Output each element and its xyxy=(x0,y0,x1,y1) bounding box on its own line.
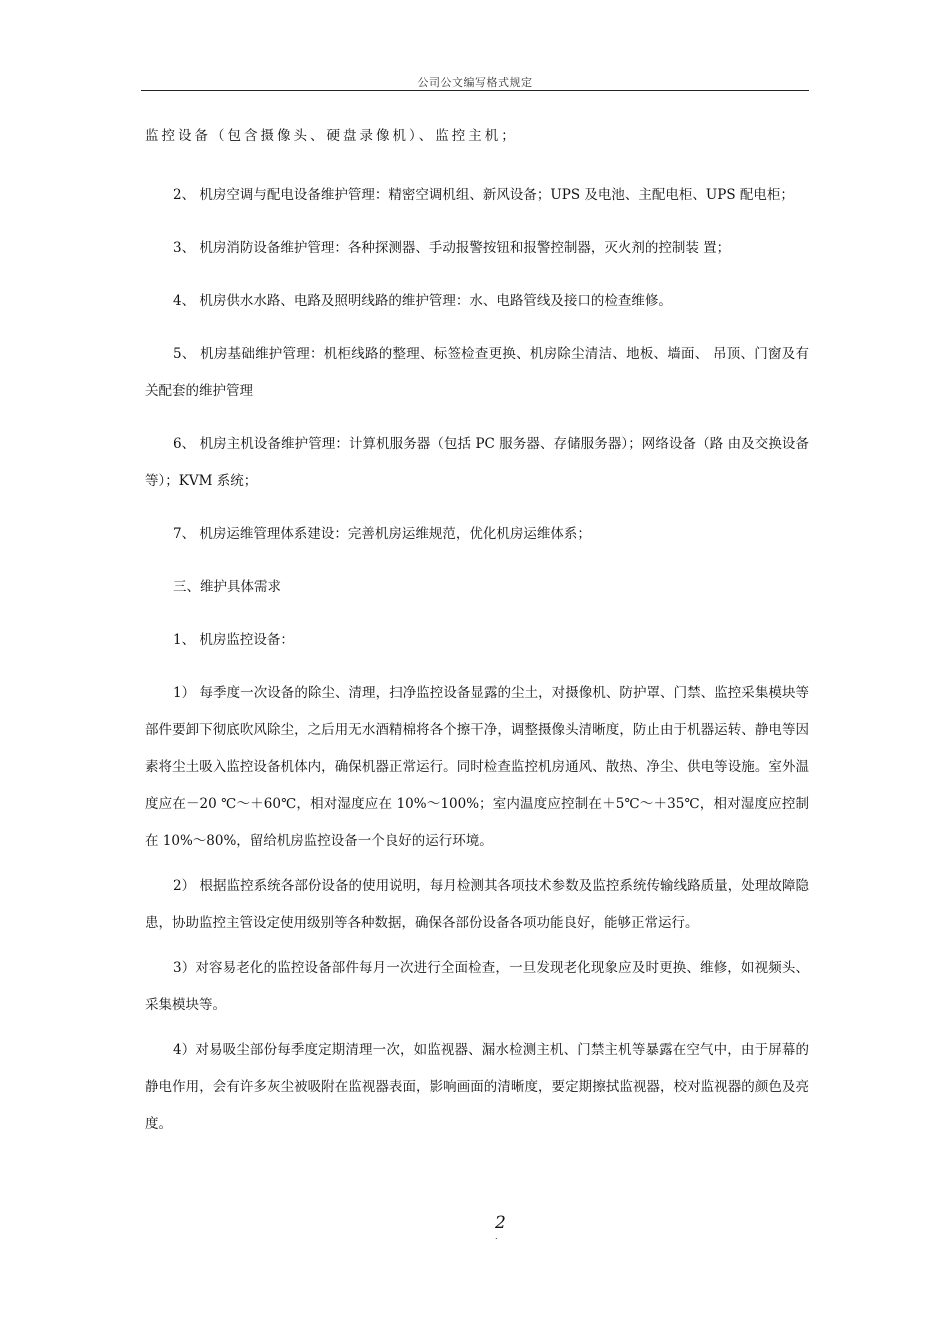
paragraph-item-5: 5、 机房基础维护管理：机柜线路的整理、标签检查更换、机房除尘清洁、地板、墙面、 吊顶、门窗及有关配套的维护管理 xyxy=(145,346,809,399)
paragraph-sub-3: 3）对容易老化的监控设备部件每月一次进行全面检查，一旦发现老化现象应及时更换、维修，如视频头、采集模块等。 xyxy=(145,960,809,1013)
paragraph-item-3: 3、 机房消防设备维护管理：各种探测器、手动报警按钮和报警控制器，灭火剂的控制装 置； xyxy=(173,240,731,256)
page-number-dot: . xyxy=(495,1232,498,1241)
section-heading: 三、维护具体需求 xyxy=(173,579,281,595)
paragraph-sub-2: 2） 根据监控系统各部份设备的使用说明，每月检测其各项技术参数及监控系统传输线路质量，处理故障隐患，协助监控主管设定使用级别等各种数据，确保各部份设备各项功能良好，能够正常运行。 xyxy=(145,878,809,931)
document-body xyxy=(145,118,809,1151)
paragraph-sub-4: 4）对易吸尘部份每季度定期清理一次，如监视器、漏水检测主机、门禁主机等暴露在空气中，由于屏幕的静电作用，会有许多灰尘被吸附在监视器表面，影响画面的清晰度，要定期擦拭监视器，校对监视器的颜色及亮度。 xyxy=(145,1042,809,1132)
paragraph-monitoring-devices: 监控设备（包含摄像头、硬盘录像机）、监控主机； xyxy=(145,128,518,144)
page-header-title: 公司公文编写格式规定 xyxy=(417,76,533,89)
paragraph-item-4: 4、 机房供水水路、电路及照明线路的维护管理：水、电路管线及接口的检查维修。 xyxy=(173,293,672,309)
paragraph-item-6: 6、 机房主机设备维护管理：计算机服务器（包括 PC 服务器、存储服务器）；网络设备（路 由及交换设备等）；KVM 系统； xyxy=(145,436,809,489)
header-divider xyxy=(141,90,809,91)
subsection-heading: 1、 机房监控设备： xyxy=(173,632,294,648)
page-number: 2 xyxy=(495,1213,506,1233)
paragraph-item-2: 2、 机房空调与配电设备维护管理：精密空调机组、新风设备；UPS 及电池、主配电柜、UPS 配电柜； xyxy=(173,187,794,203)
paragraph-item-7: 7、 机房运维管理体系建设：完善机房运维规范，优化机房运维体系； xyxy=(173,526,591,542)
paragraph-sub-1: 1） 每季度一次设备的除尘、清理，扫净监控设备显露的尘土，对摄像机、防护罩、门禁、监控采集模块等部件要卸下彻底吹风除尘，之后用无水酒精棉将各个擦干净，调整摄像头清晰度，防止由于机器运转、静电等因素将尘土吸入监控设备机体内，确保机器正常运行。同时检查监控机房通风、散热、净尘、供电等设施。室外温度应在－20 ℃～＋60℃，相对湿度应在 10%～100%；室内温度应控制在＋5℃～＋35℃，相对湿度应控制在 10%～80%，留给机房监控设备一个良好的运行环境。 xyxy=(145,685,809,849)
